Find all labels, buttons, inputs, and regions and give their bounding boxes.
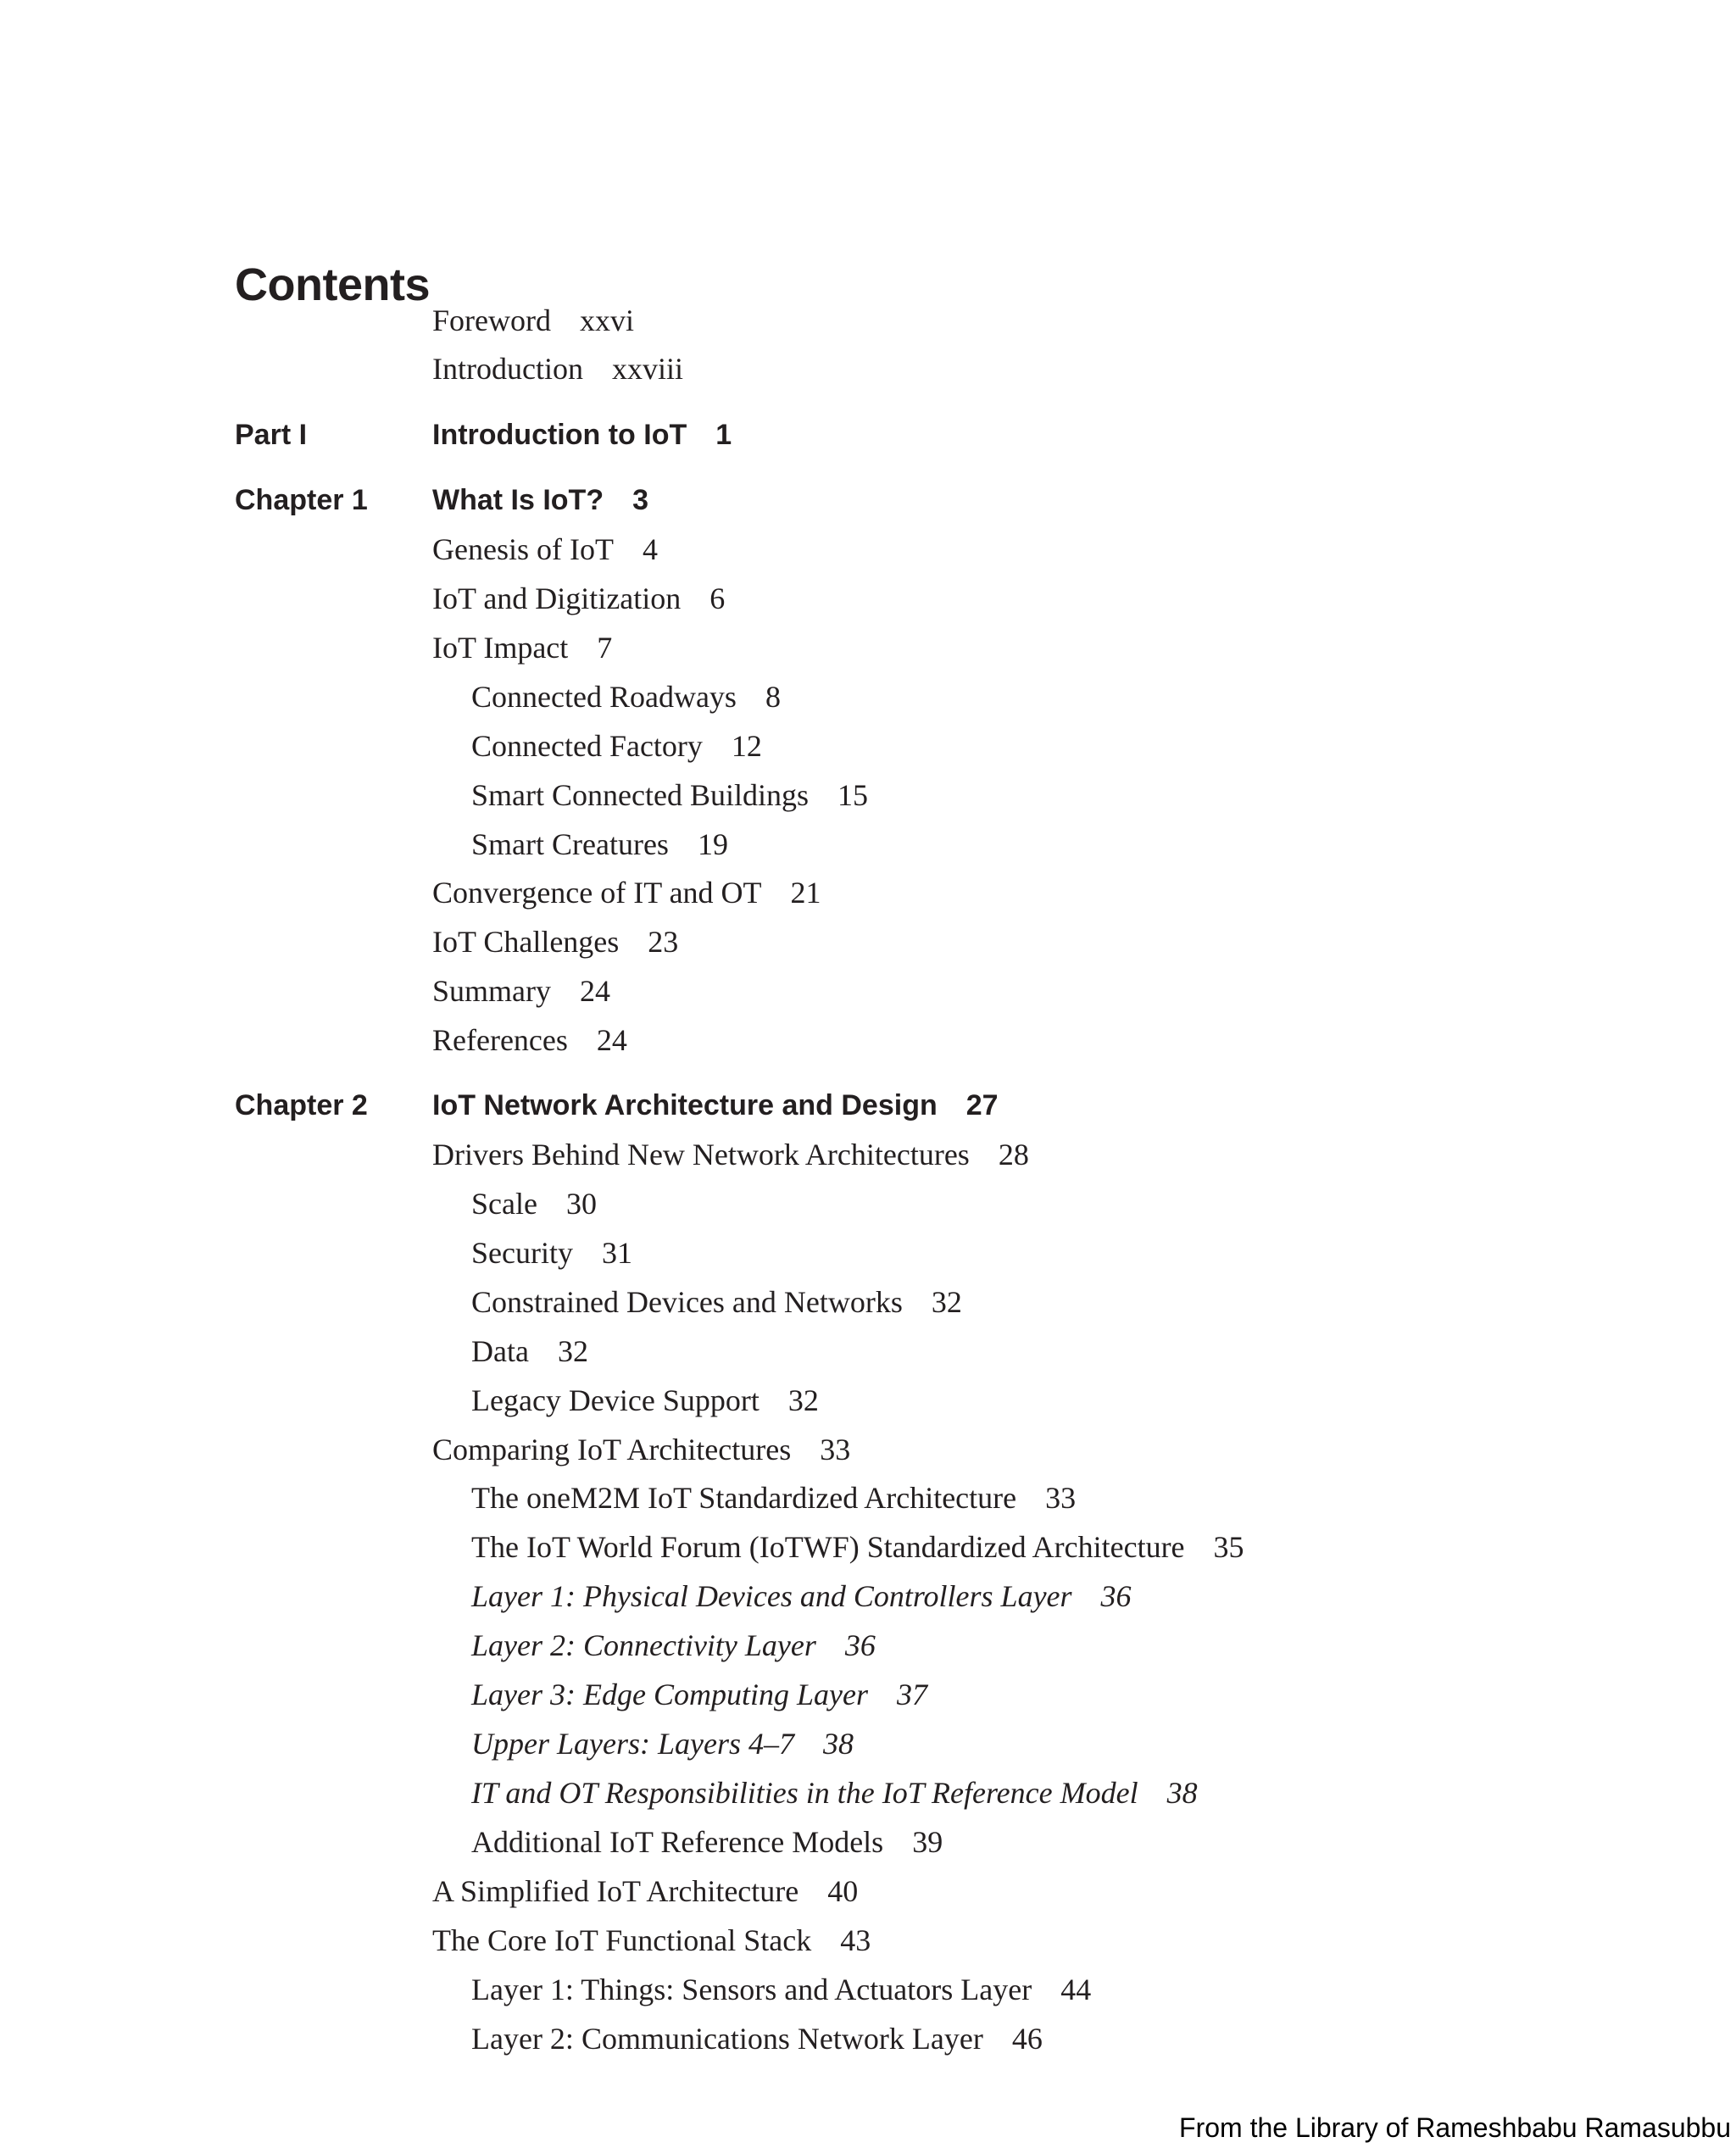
- toc-page-number: 19: [697, 827, 728, 861]
- toc-entry-title: A Simplified IoT Architecture: [432, 1874, 799, 1908]
- toc-entry-title: Convergence of IT and OT: [432, 876, 762, 910]
- toc-subentry[interactable]: [471, 1528, 1244, 1566]
- chapter-2-heading[interactable]: [432, 1087, 999, 1124]
- toc-page-number: 32: [931, 1285, 962, 1319]
- toc-entry-title: Drivers Behind New Network Architectures: [432, 1138, 970, 1171]
- toc-entry-title: IoT Network Architecture and Design: [432, 1089, 938, 1121]
- toc-page-number: xxvi: [579, 303, 634, 337]
- toc-entry-title: Additional IoT Reference Models: [471, 1825, 884, 1859]
- toc-page-number: 38: [822, 1727, 854, 1761]
- toc-entry-title: What Is IoT?: [432, 484, 604, 516]
- toc-page-number: 8: [765, 680, 781, 714]
- toc-page-number: 33: [820, 1433, 851, 1466]
- toc-subsubentry[interactable]: [471, 1774, 1198, 1811]
- toc-entry-title: Connected Factory: [471, 729, 703, 763]
- toc-page-number: 35: [1213, 1530, 1244, 1564]
- toc-subsubentry[interactable]: [471, 1676, 927, 1713]
- toc-subsubentry[interactable]: [471, 1578, 1132, 1615]
- toc-subentry[interactable]: [471, 1823, 943, 1861]
- toc-page-number: 44: [1060, 1973, 1092, 2006]
- toc-page-number: 15: [837, 778, 868, 812]
- toc-page-number: 32: [557, 1334, 588, 1368]
- toc-page-number: 31: [601, 1236, 632, 1270]
- toc-page-number: 40: [827, 1874, 859, 1908]
- toc-entry[interactable]: [432, 1922, 871, 1959]
- toc-page-number: 32: [787, 1383, 819, 1417]
- toc-entry-title: Introduction to IoT: [432, 419, 687, 451]
- chapter-2-label: Chapter 2: [235, 1089, 368, 1121]
- toc-page-number: 30: [565, 1187, 597, 1221]
- toc-entry[interactable]: [432, 923, 678, 960]
- toc-entry-foreword[interactable]: [432, 302, 634, 339]
- toc-entry-title: Data: [471, 1334, 529, 1368]
- toc-entry-title: IT and OT Responsibilities in the IoT Reference Model: [471, 1776, 1138, 1810]
- toc-entry-title: Smart Connected Buildings: [471, 778, 809, 812]
- toc-entry[interactable]: [432, 629, 612, 666]
- toc-page-number: 43: [840, 1923, 871, 1957]
- toc-subentry[interactable]: [471, 776, 868, 814]
- part-label: Part I: [235, 419, 308, 451]
- toc-entry-title: The oneM2M IoT Standardized Architecture: [471, 1481, 1017, 1515]
- toc-page-number: 3: [632, 484, 649, 516]
- toc-entry-title: Security: [471, 1236, 573, 1270]
- toc-page-number: 21: [790, 876, 821, 910]
- toc-entry[interactable]: [432, 1136, 1029, 1173]
- toc-page-number: 46: [1011, 2022, 1043, 2056]
- toc-subentry[interactable]: [471, 1234, 632, 1272]
- toc-entry-title: Layer 2: Connectivity Layer: [471, 1628, 816, 1662]
- toc-page-number: 12: [731, 729, 762, 763]
- toc-entry-title: IoT Impact: [432, 631, 569, 665]
- toc-subentry[interactable]: [471, 1971, 1091, 2008]
- toc-entry[interactable]: [432, 972, 610, 1010]
- toc-entry-title: The Core IoT Functional Stack: [432, 1923, 812, 1957]
- toc-page-number: 24: [580, 974, 610, 1008]
- chapter-1-label: Chapter 1: [235, 484, 368, 516]
- toc-entry[interactable]: [432, 580, 725, 617]
- toc-page-number: 37: [896, 1678, 927, 1711]
- toc-entry-title: Constrained Devices and Networks: [471, 1285, 903, 1319]
- toc-entry-title: Scale: [471, 1187, 537, 1221]
- toc-entry[interactable]: [432, 1021, 627, 1059]
- toc-page-number: 39: [912, 1825, 943, 1859]
- toc-page-number: 7: [597, 631, 613, 665]
- toc-page-number: 4: [642, 532, 658, 566]
- toc-subentry[interactable]: [471, 727, 762, 765]
- part-heading[interactable]: [432, 416, 732, 454]
- toc-entry[interactable]: [432, 1431, 850, 1468]
- toc-page-number: 27: [965, 1089, 999, 1121]
- toc-entry-title: The IoT World Forum (IoTWF) Standardized Architecture: [471, 1530, 1185, 1564]
- toc-subentry[interactable]: [471, 678, 781, 715]
- toc-entry-title: Layer 1: Physical Devices and Controllers Layer: [471, 1579, 1072, 1613]
- toc-entry[interactable]: [432, 874, 821, 911]
- toc-page-number: 36: [1100, 1579, 1132, 1613]
- toc-entry-title: Summary: [432, 974, 551, 1008]
- toc-subentry[interactable]: [471, 1283, 962, 1321]
- chapter-1-heading[interactable]: [432, 481, 648, 519]
- toc-entry-title: Legacy Device Support: [471, 1383, 760, 1417]
- toc-page-number: 38: [1166, 1776, 1198, 1810]
- toc-entry-title: IoT and Digitization: [432, 582, 682, 615]
- toc-entry-title: Smart Creatures: [471, 827, 669, 861]
- toc-entry-title: Layer 1: Things: Sensors and Actuators Layer: [471, 1973, 1032, 2006]
- toc-page-number: 28: [998, 1138, 1029, 1171]
- toc-page-number: 24: [596, 1023, 627, 1057]
- toc-entry-title: Genesis of IoT: [432, 532, 614, 566]
- toc-entry-title: Comparing IoT Architectures: [432, 1433, 792, 1466]
- page-title: Contents: [235, 259, 430, 311]
- toc-subentry[interactable]: [471, 1382, 819, 1419]
- toc-page-number: 1: [715, 419, 732, 451]
- toc-entry[interactable]: [432, 531, 658, 568]
- library-footer-note: From the Library of Rameshbabu Ramasubbu: [1179, 2112, 1731, 2143]
- toc-page-number: 36: [844, 1628, 876, 1662]
- toc-subentry[interactable]: [471, 826, 728, 863]
- toc-entry-title: Foreword: [432, 303, 551, 337]
- toc-entry-title: Layer 3: Edge Computing Layer: [471, 1678, 868, 1711]
- toc-subentry[interactable]: [471, 2020, 1043, 2057]
- toc-entry-introduction[interactable]: [432, 350, 683, 387]
- toc-page-number: xxviii: [611, 352, 683, 386]
- toc-page-number: 33: [1045, 1481, 1077, 1515]
- toc-subsubentry[interactable]: [471, 1627, 876, 1664]
- toc-subentry[interactable]: [471, 1333, 588, 1370]
- toc-entry-title: Layer 2: Communications Network Layer: [471, 2022, 983, 2056]
- toc-entry-title: Upper Layers: Layers 4–7: [471, 1727, 794, 1761]
- toc-subentry[interactable]: [471, 1479, 1076, 1516]
- toc-entry[interactable]: [432, 1873, 858, 1910]
- toc-entry-title: References: [432, 1023, 568, 1057]
- toc-page-number: 23: [648, 925, 679, 959]
- toc-entry-title: IoT Challenges: [432, 925, 620, 959]
- toc-subsubentry[interactable]: [471, 1725, 854, 1762]
- toc-subentry[interactable]: [471, 1185, 597, 1222]
- toc-entry-title: Introduction: [432, 352, 583, 386]
- toc-page-number: 6: [709, 582, 726, 615]
- toc-entry-title: Connected Roadways: [471, 680, 737, 714]
